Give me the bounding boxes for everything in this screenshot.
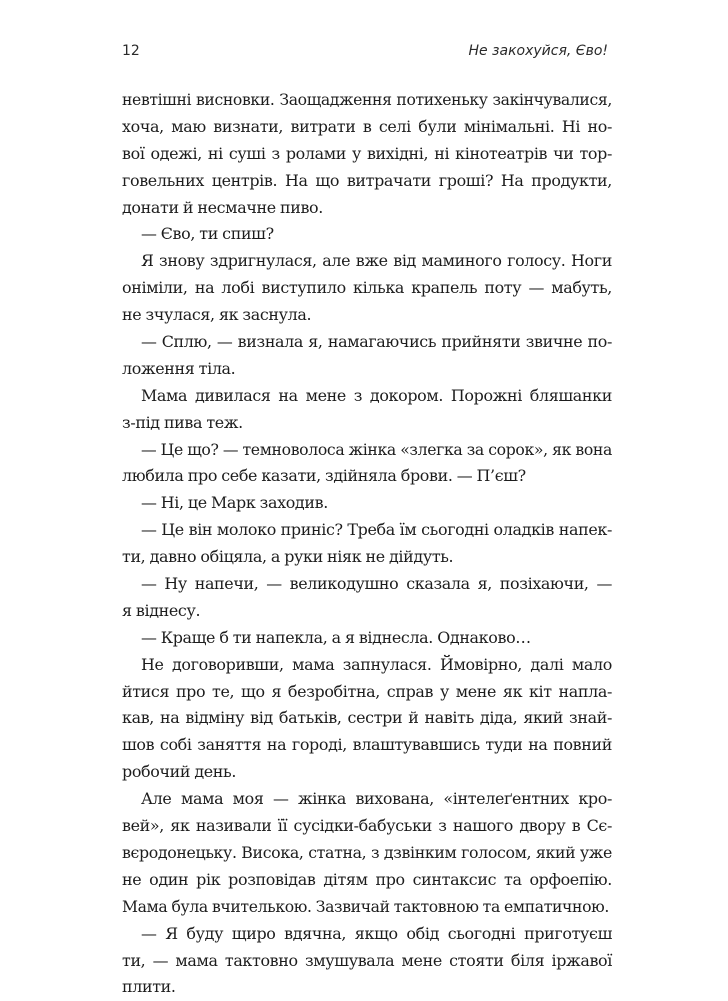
- text-line: вої одежі, ні суші з ролами у вихідні, ні кінотеатрів чи тор-: [122, 143, 612, 163]
- text-line: не один рік розповідав дітям про синтаксис та орфоепію.: [122, 869, 612, 889]
- text-line: — Сплю, — визнала я, намагаючись прийняти звичне по-: [141, 332, 612, 352]
- text-line: Мама була вчителькою. Зазвичай тактовною та емпатичною.: [122, 897, 609, 916]
- body-text: [122, 87, 612, 1001]
- text-line: ти, — мама тактовно змушувала мене стояти біля іржавої: [122, 950, 612, 970]
- text-line: з-під пива теж.: [122, 412, 243, 432]
- running-head: [122, 43, 608, 63]
- text-line: — Ну напечи, — великодушно сказала я, позіхаючи, —: [141, 574, 612, 594]
- text-line: — Єво, ти спиш?: [141, 224, 274, 244]
- text-line: ложення тіла.: [122, 358, 236, 378]
- text-line: шов собі заняття на городі, влаштувавшись туди на повний: [122, 735, 612, 755]
- text-line: Але мама моя — жінка вихована, «інтелеґентних кро-: [141, 789, 612, 809]
- page-number: 12: [122, 43, 140, 59]
- text-line: говельних центрів. На що витрачати гроші? На продукти,: [122, 170, 612, 190]
- text-line: не зчулася, як заснула.: [122, 305, 312, 325]
- text-line: вей», як називали її сусідки-бабуськи з нашого двору в Сє-: [122, 816, 612, 836]
- book-title: Не закохуйся, Єво!: [468, 43, 608, 59]
- text-line: кав, на відміну від батьків, сестри й навіть діда, який знай-: [122, 708, 612, 728]
- text-line: — Я буду щиро вдячна, якщо обід сьогодні приготуєш: [141, 923, 612, 943]
- text-line: Мама дивилася на мене з докором. Порожні бляшанки: [141, 385, 612, 405]
- text-line: донати й несмачне пиво.: [122, 197, 323, 217]
- text-line: оніміли, на лобі виступило кілька крапель поту — мабуть,: [122, 278, 612, 298]
- text-line: — Краще б ти напекла, а я віднесла. Однаково…: [141, 627, 531, 647]
- text-line: плити.: [122, 977, 176, 997]
- text-line: вєродонецьку. Висока, статна, з дзвінким голосом, який уже: [122, 842, 612, 862]
- text-line: — Це що? — темноволоса жінка «злегка за сорок», як вона: [141, 439, 612, 459]
- text-line: Не договоривши, мама запнулася. Ймовірно, далі мало: [141, 654, 612, 674]
- text-line: любила про себе казати, здійняла брови. — П’єш?: [122, 466, 526, 486]
- text-line: невтішні висновки. Заощадження потихеньку закінчувалися,: [122, 91, 612, 109]
- text-line: Я знову здригнулася, але вже від маминого голосу. Ноги: [141, 251, 612, 271]
- text-line: йтися про те, що я безробітна, справ у мене як кіт напла-: [122, 681, 612, 701]
- text-line: хоча, маю визнати, витрати в селі були мінімальні. Ні но-: [122, 116, 612, 136]
- text-line: — Це він молоко приніс? Треба їм сьогодні оладків напек-: [141, 520, 612, 540]
- text-line: я віднесу.: [122, 600, 201, 620]
- text-line: — Ні, це Марк заходив.: [141, 493, 328, 513]
- text-line: робочий день.: [122, 762, 237, 782]
- text-line: ти, давно обіцяла, а руки ніяк не дійдуть.: [122, 547, 454, 567]
